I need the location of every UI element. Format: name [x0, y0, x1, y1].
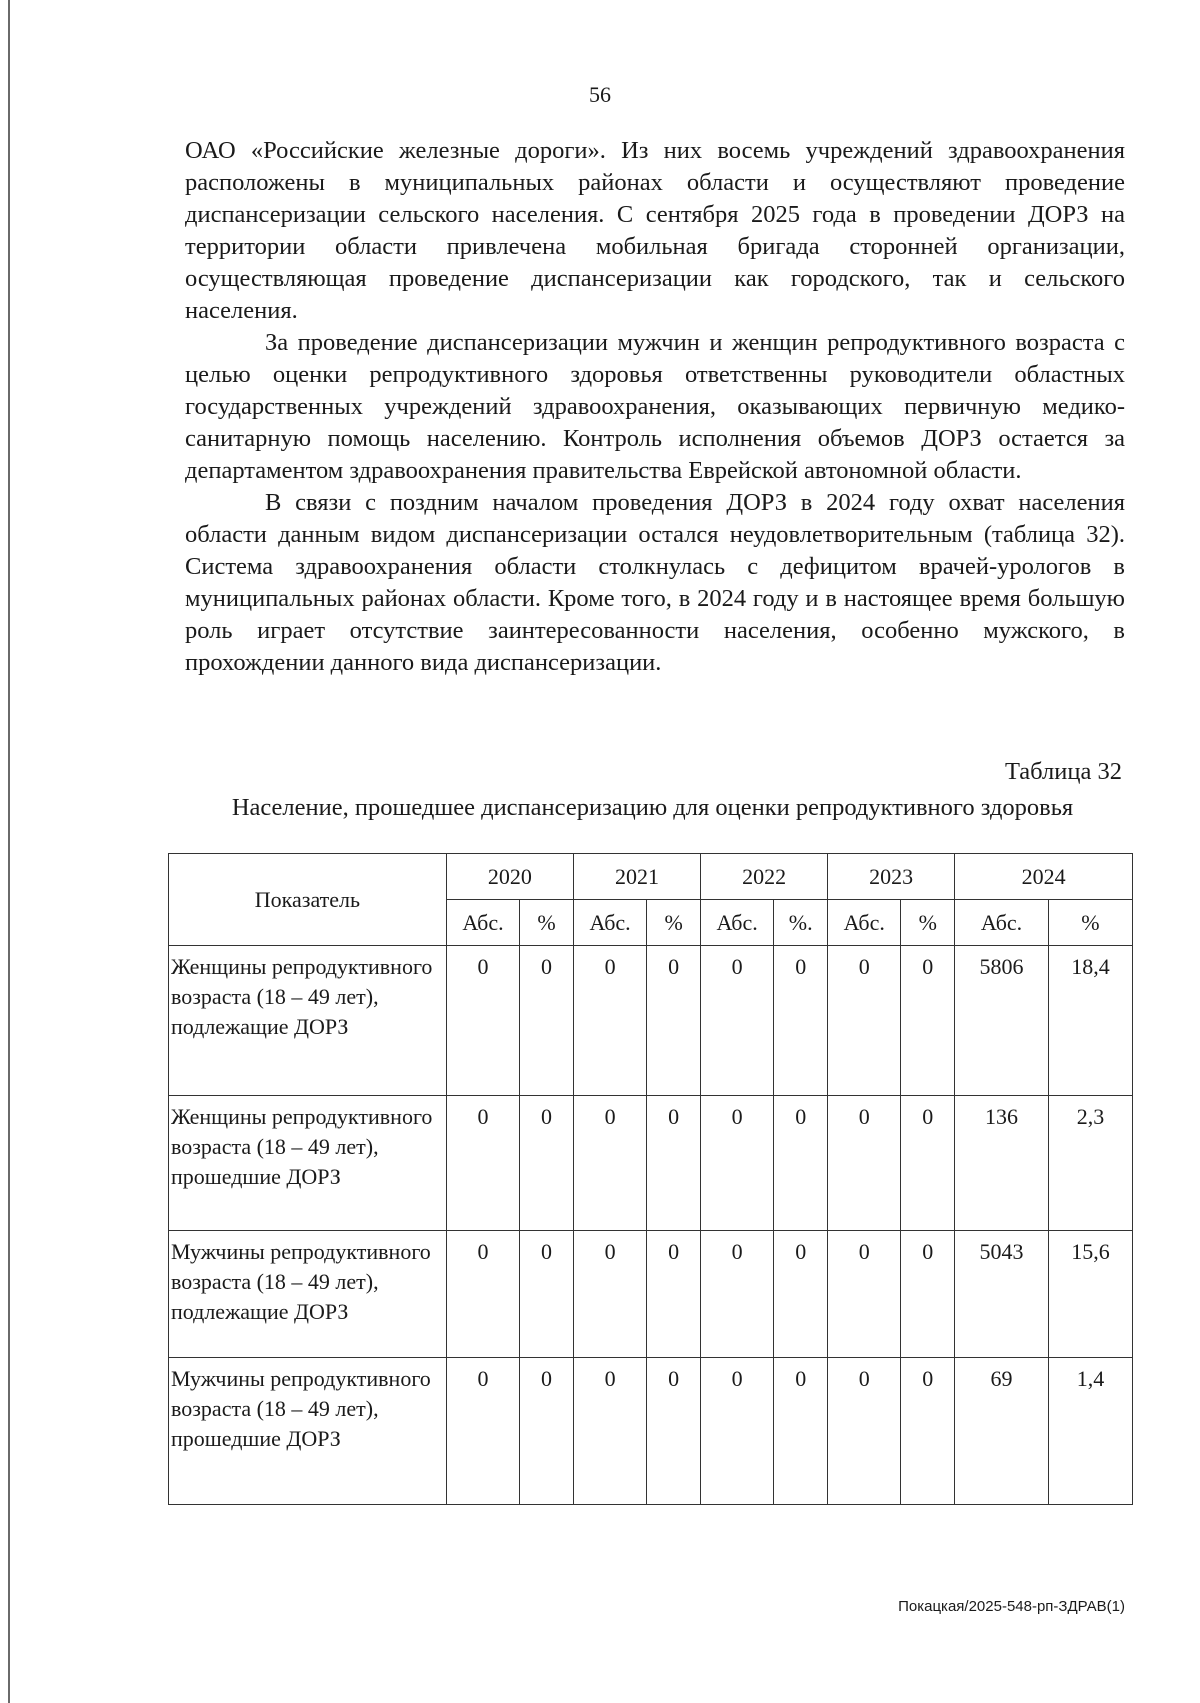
table-cell: 18,4: [1048, 946, 1132, 1096]
table-cell: 0: [446, 1096, 519, 1231]
table-cell: 0: [446, 1358, 519, 1505]
table-cell: 5043: [955, 1231, 1049, 1358]
sub-header-pct: %: [901, 900, 955, 946]
table-row: [169, 946, 1133, 1096]
sub-header-abs: Абс.: [828, 900, 901, 946]
sub-header-abs: Абс.: [701, 900, 774, 946]
body-text: [185, 135, 1125, 679]
table-cell: 69: [955, 1358, 1049, 1505]
table-cell: 0: [774, 946, 828, 1096]
table-cell: 0: [520, 1231, 574, 1358]
document-footer: Покацкая/2025-548-рп-ЗДРАВ(1): [898, 1598, 1125, 1615]
table-cell: 0: [647, 1231, 701, 1358]
sub-header-abs: Абс.: [446, 900, 519, 946]
sub-header-abs: Абс.: [573, 900, 646, 946]
table-cell: 0: [701, 1231, 774, 1358]
year-header: 2023: [828, 854, 955, 900]
table-cell: 0: [701, 1358, 774, 1505]
data-table: [168, 853, 1133, 1505]
table-cell: 0: [901, 1358, 955, 1505]
table-cell: 0: [446, 946, 519, 1096]
year-header: 2021: [573, 854, 700, 900]
table-cell: 0: [774, 1096, 828, 1231]
table-cell: 1,4: [1048, 1358, 1132, 1505]
sub-header-pct: %.: [774, 900, 828, 946]
sub-header-pct: %: [647, 900, 701, 946]
page-number: 56: [589, 82, 611, 107]
year-header: 2022: [701, 854, 828, 900]
table-cell: 0: [901, 946, 955, 1096]
table-cell: 0: [828, 1231, 901, 1358]
paragraph-2: За проведение диспансеризации мужчин и женщин репродуктивного возраста с целью оценки репродуктивного здоровья ответственны руководители областных государственных учреждений здравоохранения, оказывающих первичную медико-санитарную помощь населению. Контроль исполнения объемов ДОРЗ остается за департаментом здравоохранения правительства Еврейской автономной области.: [185, 329, 1125, 484]
table-cell: 0: [774, 1231, 828, 1358]
table-row: [169, 1231, 1133, 1358]
year-header: 2024: [955, 854, 1133, 900]
table-cell: 0: [520, 1096, 574, 1231]
table-label: Таблица 32: [1004, 758, 1122, 785]
table-row: [169, 1358, 1133, 1505]
table-cell: 0: [520, 1358, 574, 1505]
paragraph-3: В связи с поздним началом проведения ДОРЗ в 2024 году охват населения области данным видом диспансеризации остался неудовлетворительным (таблица 32). Система здравоохранения области столкнулась с дефицитом врачей-урологов в муниципальных районах области. Кроме того, в 2024 году и в настоящее время большую роль играет отсутствие заинтересованности населения, особенно мужского, в прохождении данного вида диспансеризации.: [185, 489, 1125, 676]
paragraph-1: ОАО «Российские железные дороги». Из них восемь учреждений здравоохранения расположены в муниципальных районах области и осуществляют проведение диспансеризации сельского населения. С сентября 2025 года в проведении ДОРЗ на территории области привлечена мобильная бригада сторонней организации, осуществляющая проведение диспансеризации как городского, так и сельского населения.: [185, 137, 1125, 324]
table-cell: 0: [828, 946, 901, 1096]
table-cell: 15,6: [1048, 1231, 1132, 1358]
table-cell: 136: [955, 1096, 1049, 1231]
table-cell: 0: [901, 1231, 955, 1358]
scan-edge-line: [8, 0, 10, 1703]
table-cell: 0: [573, 1231, 646, 1358]
table-cell: 0: [647, 946, 701, 1096]
table-title: Население, прошедшее диспансеризацию для оценки репродуктивного здоровья: [231, 794, 1074, 821]
table-cell: 0: [520, 946, 574, 1096]
table-cell: 0: [573, 1358, 646, 1505]
table-cell: 0: [573, 946, 646, 1096]
year-header: 2020: [446, 854, 573, 900]
table-cell: 0: [647, 1358, 701, 1505]
table-cell: 0: [828, 1358, 901, 1505]
table-cell: 0: [701, 946, 774, 1096]
table-cell: 0: [774, 1358, 828, 1505]
table-cell: 0: [573, 1096, 646, 1231]
sub-header-abs: Абс.: [955, 900, 1049, 946]
row-label: Женщины репродуктивного возраста (18 – 49 лет), подлежащие ДОРЗ: [169, 946, 447, 1096]
year-header-row: [169, 854, 1133, 900]
table-cell: 5806: [955, 946, 1049, 1096]
sub-header-pct: %: [520, 900, 574, 946]
table-row: [169, 1096, 1133, 1231]
row-label: Мужчины репродуктивного возраста (18 – 49 лет), прошедшие ДОРЗ: [169, 1358, 447, 1505]
row-label: Женщины репродуктивного возраста (18 – 49 лет), прошедшие ДОРЗ: [169, 1096, 447, 1231]
table-cell: 0: [901, 1096, 955, 1231]
row-label: Мужчины репродуктивного возраста (18 – 49 лет), подлежащие ДОРЗ: [169, 1231, 447, 1358]
sub-header-pct: %: [1048, 900, 1132, 946]
table-cell: 0: [446, 1231, 519, 1358]
table-cell: 2,3: [1048, 1096, 1132, 1231]
header-indicator: Показатель: [169, 854, 447, 946]
table-cell: 0: [828, 1096, 901, 1231]
table-cell: 0: [701, 1096, 774, 1231]
table-cell: 0: [647, 1096, 701, 1231]
